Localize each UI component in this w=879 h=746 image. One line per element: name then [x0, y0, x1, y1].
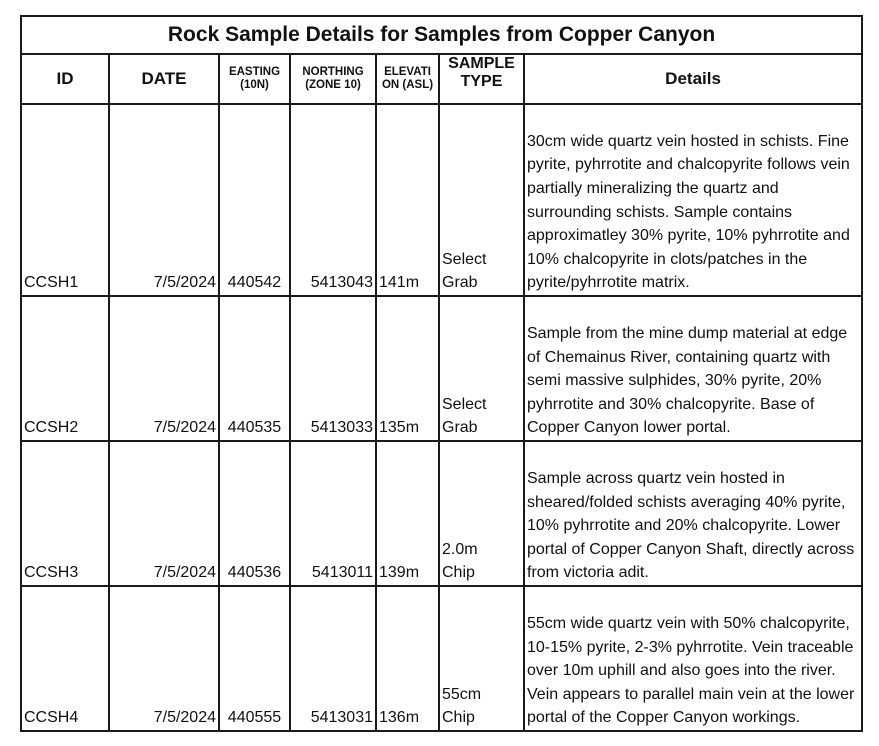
table-row — [21, 441, 862, 586]
cell-details: Sample across quartz vein hosted in sheared/folded schists averaging 40% pyrite, 10% pyhrrotite and 20% chalcopyrite. Lower portal of Copper Canyon Shaft, directly across from victoria adit. — [524, 441, 862, 586]
rock-sample-table — [20, 15, 863, 732]
type-line2: Chip — [442, 564, 475, 582]
type-line2: Grab — [442, 419, 478, 437]
cell-northing: 5413031 — [290, 586, 376, 731]
header-easting-line2: (10N) — [240, 79, 269, 91]
table-row — [21, 104, 862, 296]
cell-northing: 5413033 — [290, 296, 376, 441]
header-northing — [290, 54, 376, 104]
header-elevation — [376, 54, 439, 104]
header-elevation-line2: ON (ASL) — [381, 79, 434, 91]
cell-details: 55cm wide quartz vein with 50% chalcopyrite, 10-15% pyrite, 2-3% pyhrrotite. Vein traceable over 10m uphill and also goes into the river. Vein appears to parallel main vein at the lower portal of the Copper Canyon workings. — [524, 586, 862, 731]
header-row — [21, 54, 862, 104]
type-line1: 55cm — [442, 685, 482, 703]
type-line2: Grab — [442, 274, 478, 292]
cell-details: 30cm wide quartz vein hosted in schists. Fine pyrite, pyhrrotite and chalcopyrite follows vein partially mineralizing the quartz and surrounding schists. Sample contains approximatley 30% pyrite, 10% pyhrrotite and 10% chalcopyrite in clots/patches in the pyrite/pyhrrotite matrix. — [524, 104, 862, 296]
cell-northing: 5413011 — [290, 441, 376, 586]
header-details: Details — [524, 54, 862, 104]
cell-northing: 5413043 — [290, 104, 376, 296]
cell-sample-type — [439, 104, 524, 296]
type-line2: Chip — [442, 709, 475, 727]
cell-sample-type — [439, 441, 524, 586]
cell-easting: 440542 — [219, 104, 290, 296]
type-line1: Select — [442, 250, 487, 268]
cell-details: Sample from the mine dump material at edge of Chemainus River, containing quartz with semi massive sulphides, 30% pyrite, 20% pyhrrotite and 30% chalcopyrite. Base of Copper Canyon lower portal. — [524, 296, 862, 441]
cell-elevation: 139m — [376, 441, 439, 586]
header-northing-line1: NORTHING — [302, 65, 364, 78]
cell-elevation: 135m — [376, 296, 439, 441]
header-northing-line2: (ZONE 10) — [305, 79, 361, 91]
cell-date: 7/5/2024 — [109, 441, 219, 586]
header-easting — [219, 54, 290, 104]
cell-date: 7/5/2024 — [109, 586, 219, 731]
cell-date: 7/5/2024 — [109, 296, 219, 441]
header-type-line1: SAMPLE — [448, 55, 515, 72]
cell-elevation: 141m — [376, 104, 439, 296]
type-line1: Select — [442, 395, 487, 413]
cell-id: CCSH3 — [21, 441, 109, 586]
cell-id: CCSH1 — [21, 104, 109, 296]
cell-elevation: 136m — [376, 586, 439, 731]
header-easting-line1: EASTING — [228, 65, 281, 78]
cell-id: CCSH4 — [21, 586, 109, 731]
cell-sample-type — [439, 296, 524, 441]
cell-id: CCSH2 — [21, 296, 109, 441]
table-row — [21, 586, 862, 731]
header-sample-type — [439, 54, 524, 104]
cell-sample-type — [439, 586, 524, 731]
cell-easting: 440536 — [219, 441, 290, 586]
cell-easting: 440555 — [219, 586, 290, 731]
header-type-line2: TYPE — [460, 73, 503, 91]
type-line1: 2.0m — [442, 540, 478, 558]
header-date: DATE — [109, 54, 219, 104]
header-id: ID — [21, 54, 109, 104]
cell-date: 7/5/2024 — [109, 104, 219, 296]
table-row — [21, 296, 862, 441]
table-title: Rock Sample Details for Samples from Copper Canyon — [21, 16, 862, 54]
cell-easting: 440535 — [219, 296, 290, 441]
header-elevation-line1: ELEVATI — [384, 65, 431, 78]
